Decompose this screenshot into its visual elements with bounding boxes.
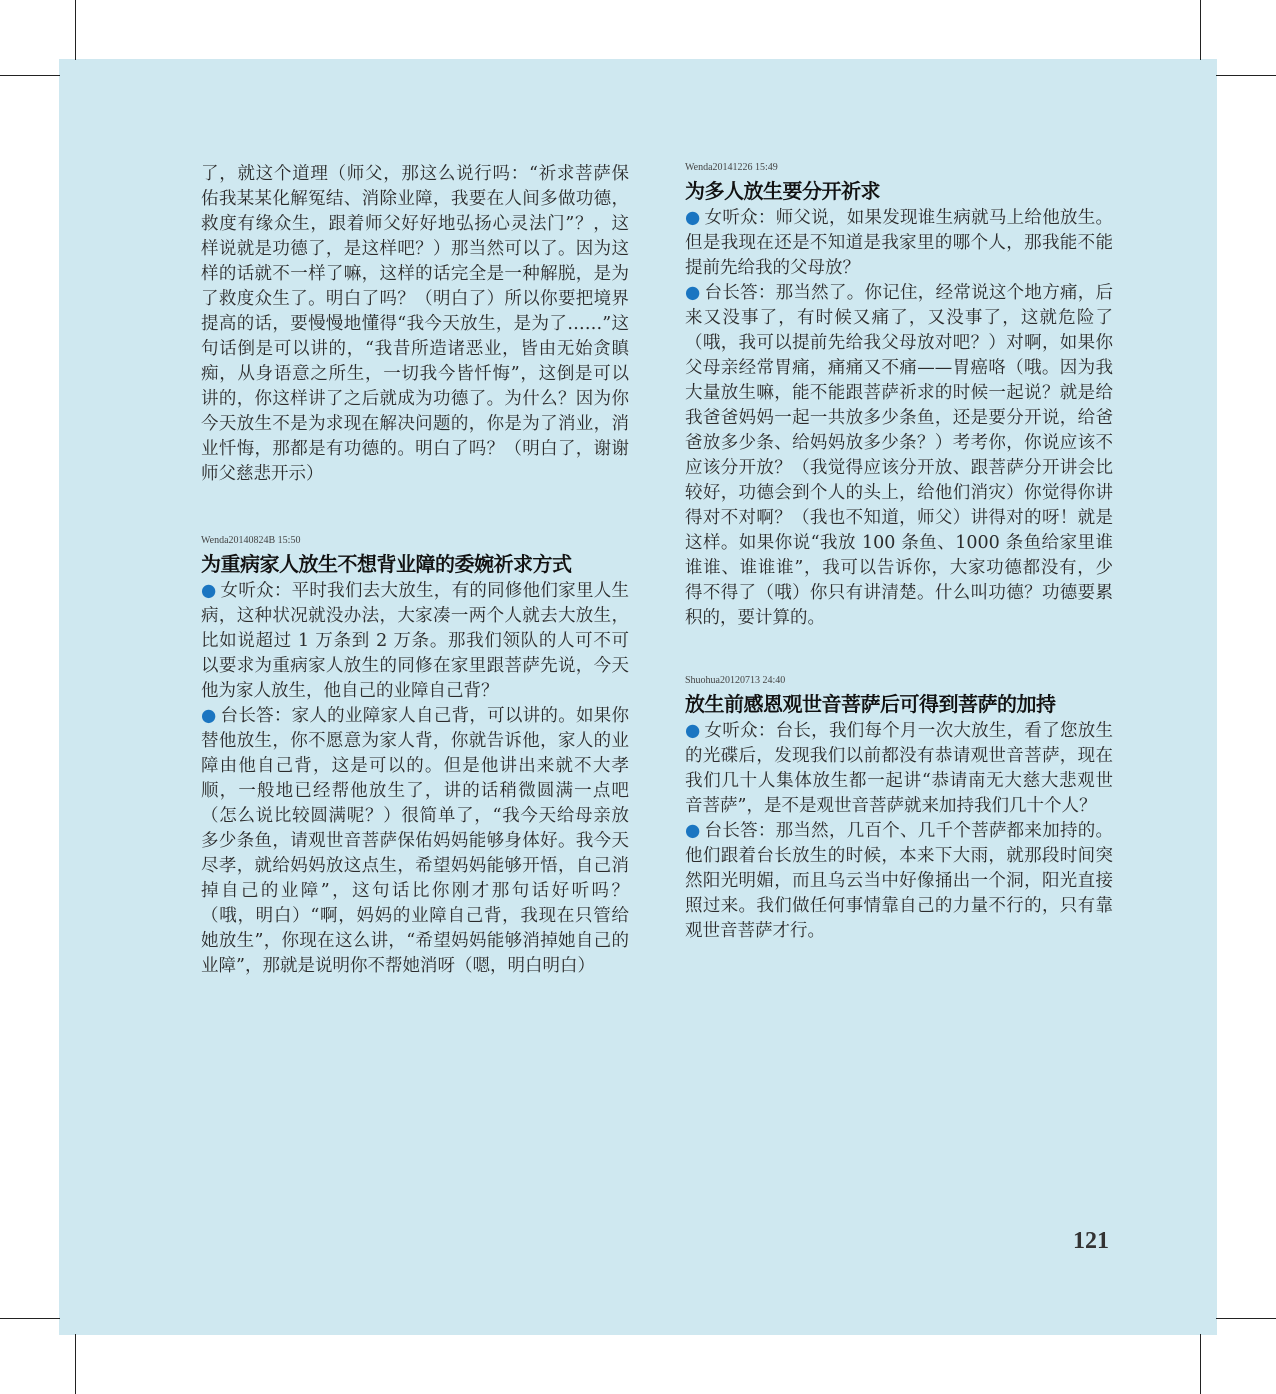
speaker-label: 女听众： (704, 208, 776, 228)
bullet-icon: ● (685, 721, 701, 741)
crop-mark-tl-v (75, 0, 76, 60)
crop-mark-bl-v (75, 1334, 76, 1394)
entry-title: 放生前感恩观世音菩萨后可得到菩萨的加持 (685, 692, 1056, 716)
question-text: 师父说，如果发现谁生病就马上给他放生。但是我现在还是不知道是我家里的哪个人，那我能不能提前先给我的父母放？ (685, 208, 1114, 278)
question-paragraph (201, 579, 629, 704)
entry-title: 为重病家人放生不想背业障的委婉祈求方式 (201, 552, 572, 576)
crop-mark-tr-h (1216, 75, 1276, 76)
crop-mark-tl-h (0, 75, 60, 76)
answer-paragraph (685, 819, 1113, 944)
crop-mark-br-v (1200, 1334, 1201, 1394)
entry-id: Wenda20141226 15:49 (685, 162, 778, 173)
answer-text: 那当然了。你记住，经常说这个地方痛，后来又没事了，有时候又痛了，又没事了，这就危险了（哦，我可以提前先给我父母放对吧？）对啊，如果你父母亲经常胃痛，痛痛又不痛——胃癌咯（哦。因为我大量放生嘛，能不能跟菩萨祈求的时候一起说？就是给我爸爸妈妈一起一共放多少条鱼，还是要分开说，给爸爸放多少条、给妈妈放多少条？）考考你，你说应该不应该分开放？（我觉得应该分开放、跟菩萨分开讲会比较好，功德会到个人的头上，给他们消灾）你觉得你讲得对不对啊？（我也不知道，师父）讲得对的呀！就是这样。如果你说“我放 100 条鱼、1000 条鱼给家里谁谁谁、谁谁谁”，我可以告诉你，大家功德都没有，少得不得了（哦）你只有讲清楚。什么叫功德？功德要累积的，要计算的。 (685, 283, 1114, 628)
answer-paragraph (201, 704, 629, 979)
bullet-icon: ● (201, 706, 217, 726)
answer-text: 那当然，几百个、几千个菩萨都来加持的。他们跟着台长放生的时候，本来下大雨，就那段时间突然阳光明媚，而且乌云当中好像捅出一个洞，阳光直接照过来。我们做任何事情靠自己的力量不行的，只有靠观世音菩萨才行。 (685, 821, 1114, 941)
speaker-label: 台长答： (704, 821, 776, 841)
question-paragraph (685, 719, 1113, 819)
right-column (685, 162, 1113, 944)
entry-title: 为多人放生要分开祈求 (685, 179, 880, 203)
entry-id: Wenda20140824B 15:50 (201, 535, 301, 546)
answer-text: 家人的业障家人自己背，可以讲的。如果你替他放生，你不愿意为家人背，你就告诉他，家人的业障由他自己背，这是可以的。但是他讲出来就不大孝顺，一般地已经帮他放生了，讲的话稍微圆满一点吧（怎么说比较圆满呢？）很简单了，“我今天给母亲放多少条鱼，请观世音菩萨保佑妈妈能够身体好。我今天尽孝，就给妈妈放这点生，希望妈妈能够开悟，自己消掉自己的业障”，这句话比你刚才那句话好听吗？（哦，明白）“啊，妈妈的业障自己背，我现在只管给她放生”，你现在这么讲，“希望妈妈能够消掉她自己的业障”，那就是说明你不帮她消呀（嗯，明白明白） (201, 706, 630, 976)
crop-mark-br-h (1216, 1318, 1276, 1319)
page-number: 121 (1073, 1228, 1109, 1254)
bullet-icon: ● (685, 283, 701, 303)
question-paragraph (685, 206, 1113, 281)
speaker-label: 女听众： (220, 581, 292, 601)
crop-mark-tr-v (1200, 0, 1201, 60)
continued-paragraph: 了，就这个道理（师父，那这么说行吗：“祈求菩萨保佑我某某化解冤结、消除业障，我要在人间多做功德，救度有缘众生，跟着师父好好地弘扬心灵法门”？，这样说就是功德了，是这样吧？）那当然可以了。因为这样的话就不一样了嘛，这样的话完全是一种解脱，是为了救度众生了。明白了吗？（明白了）所以你要把境界提高的话，要慢慢地懂得“我今天放生，是为了……”这句话倒是可以讲的，“我昔所造诸恶业，皆由无始贪瞋痴，从身语意之所生，一切我今皆忏悔”，这倒是可以讲的，你这样讲了之后就成为功德了。为什么？因为你今天放生不是为求现在解决问题的，你是为了消业，消业忏悔，那都是有功德的。明白了吗？（明白了，谢谢师父慈悲开示） (201, 164, 629, 484)
question-text: 台长，我们每个月一次大放生，看了您放生的光碟后，发现我们以前都没有恭请观世音菩萨，现在我们几十人集体放生都一起讲“恭请南无大慈大悲观世音菩萨”，是不是观世音菩萨就来加持我们几十个人？ (685, 721, 1114, 816)
bullet-icon: ● (201, 581, 217, 601)
speaker-label: 女听众： (704, 721, 776, 741)
question-text: 平时我们去大放生，有的同修他们家里人生病，这种状况就没办法，大家凑一两个人就去大放生，比如说超过 1 万条到 2 万条。那我们领队的人可不可以要求为重病家人放生的同修在家里跟菩萨先说，今天他为家人放生，他自己的业障自己背？ (201, 581, 630, 701)
entry-id: Shuohua20120713 24:40 (685, 675, 786, 686)
speaker-label: 台长答： (704, 283, 776, 303)
crop-mark-bl-h (0, 1318, 60, 1319)
left-column (201, 162, 629, 979)
answer-paragraph (685, 281, 1113, 631)
bullet-icon: ● (685, 821, 701, 841)
speaker-label: 台长答： (220, 706, 292, 726)
bullet-icon: ● (685, 208, 701, 228)
